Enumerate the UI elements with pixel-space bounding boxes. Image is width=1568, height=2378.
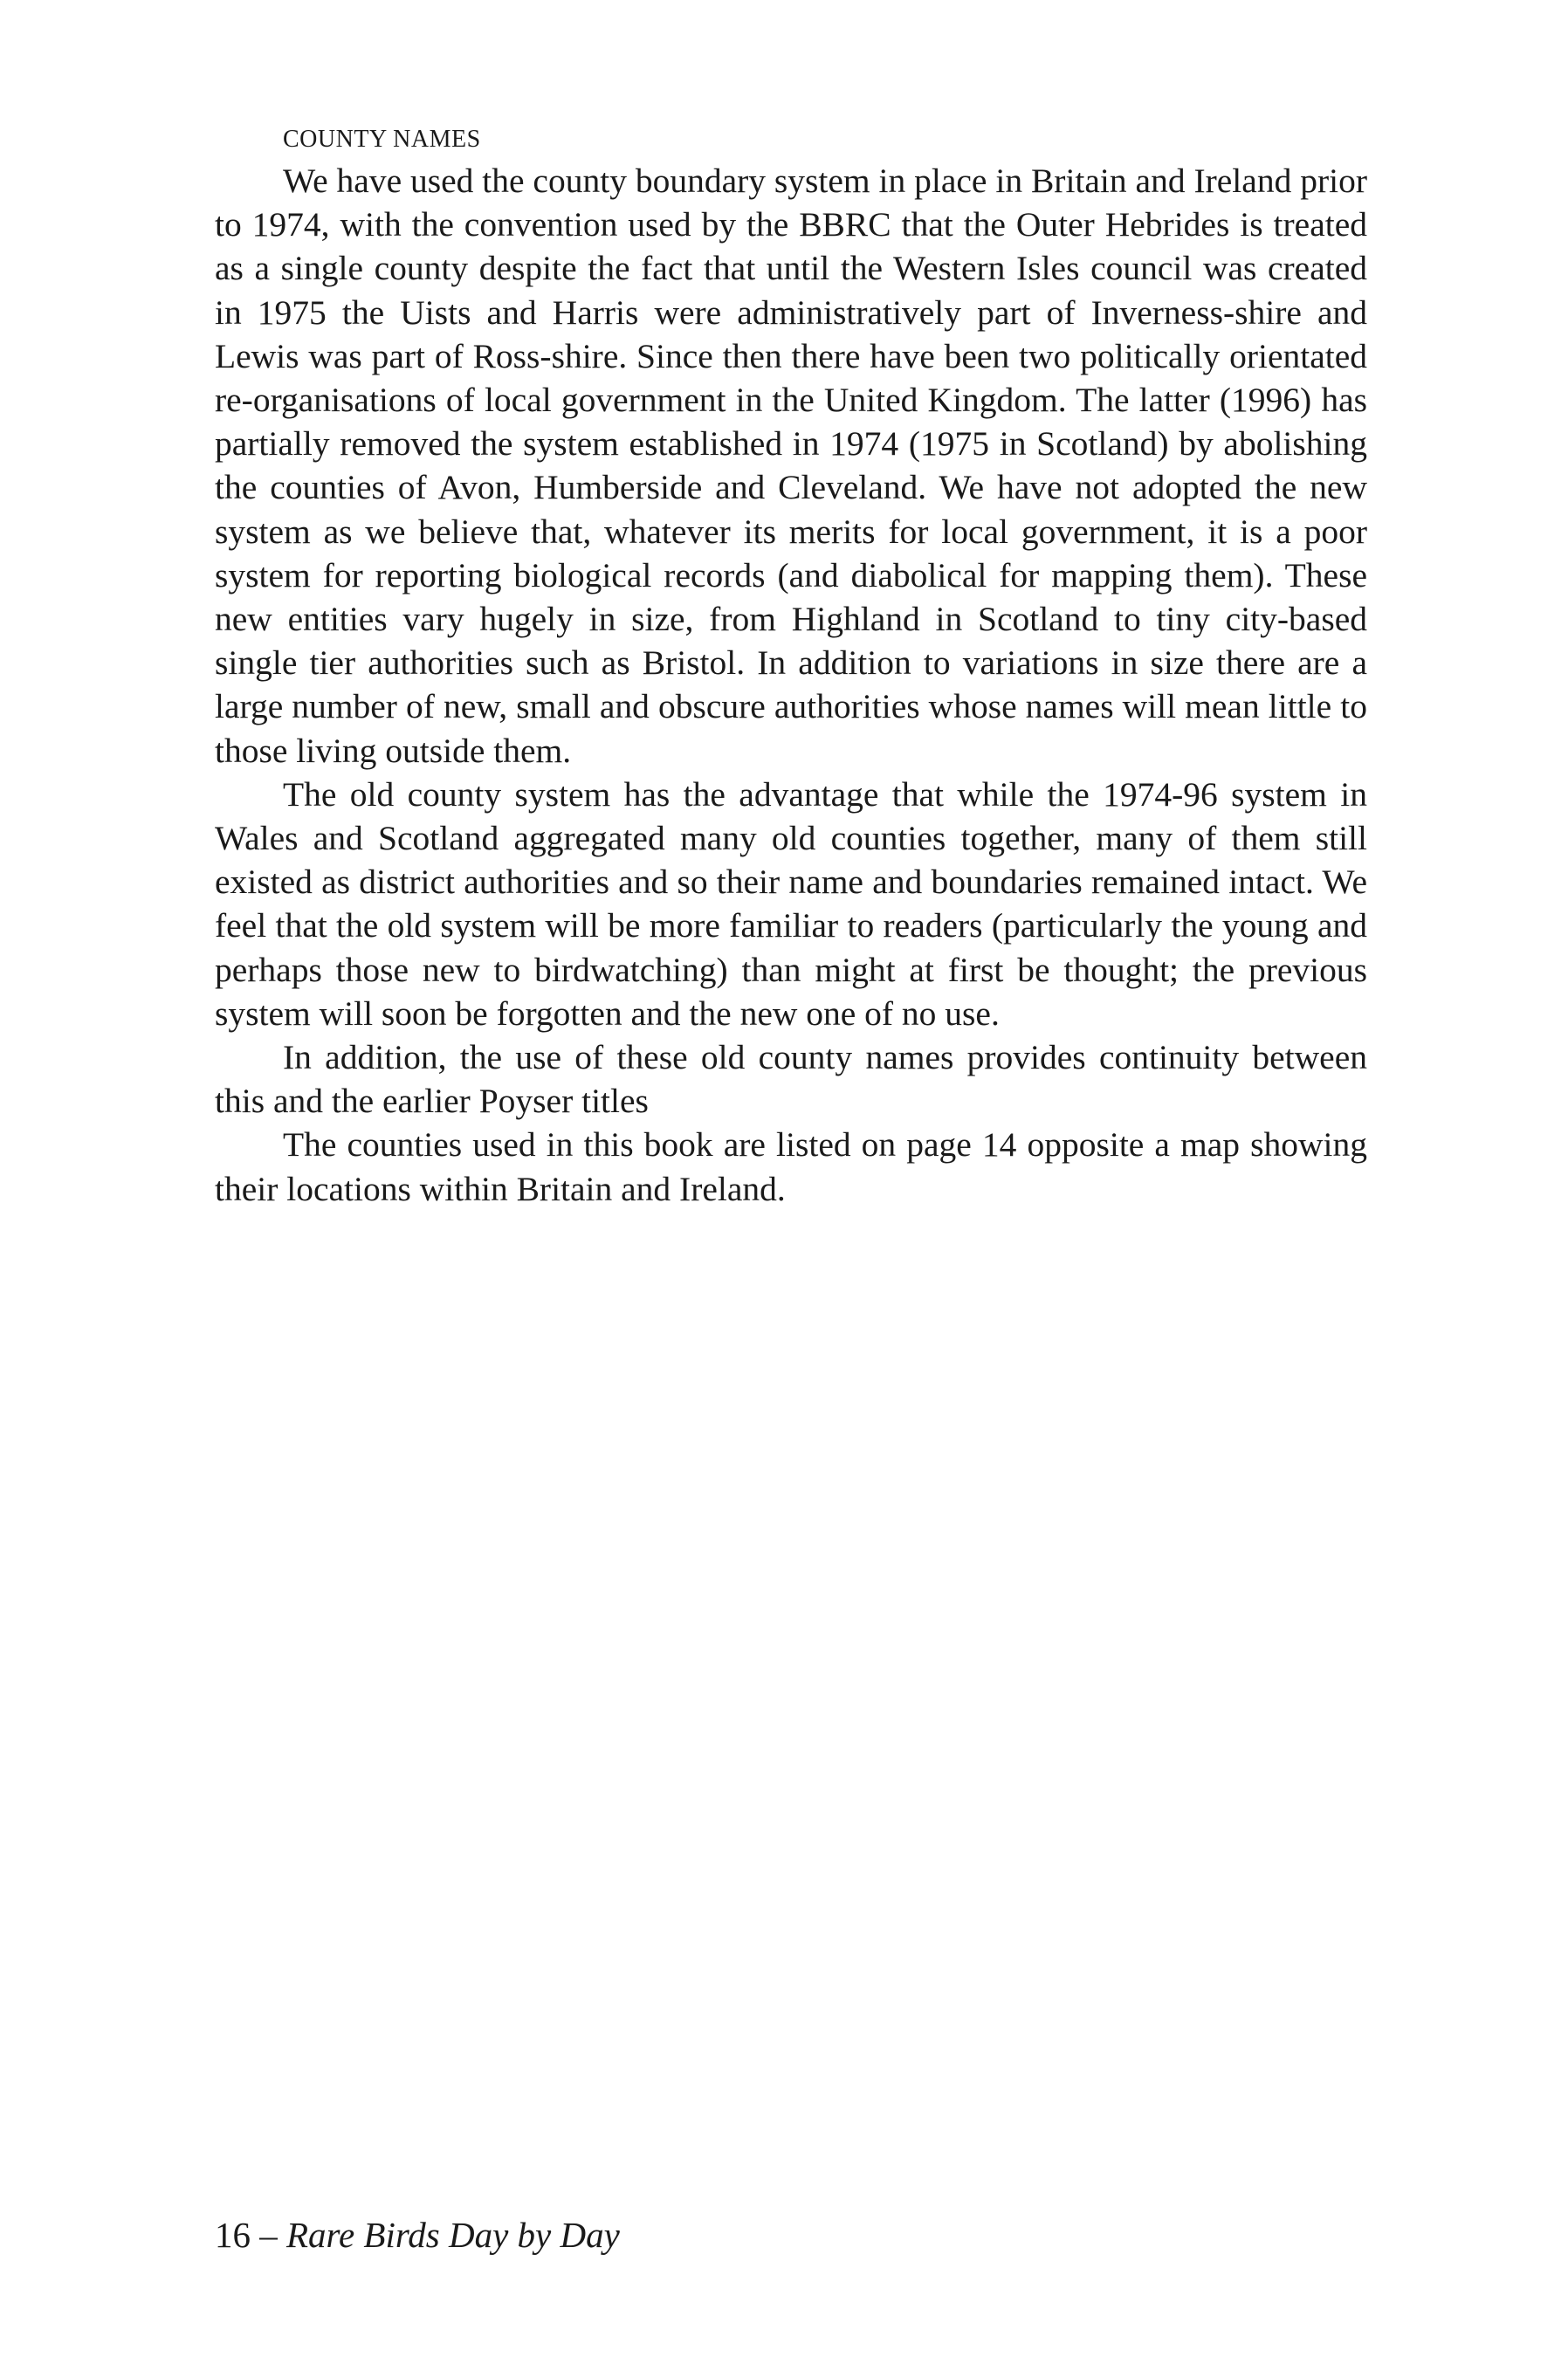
book-title: Rare Birds Day by Day: [286, 2215, 620, 2255]
page-number: 16 –: [215, 2215, 278, 2255]
page-body: [215, 122, 1367, 1211]
section-heading: COUNTY NAMES: [283, 126, 481, 153]
paragraph: The old county system has the advantage that while the 1974-96 system in Wales and Scotland aggregated many old counties together, many of them still existed as district authorities and so their name and boundaries remained intact. We feel that the old system will be more familiar to readers (particularly the young and perhaps those new to birdwatching) than might at first be thought; the previous system will soon be forgotten and the new one of no use.: [215, 774, 1367, 1033]
paragraph: We have used the county boundary system in place in Britain and Ireland prior to 1974, with the convention used by the BBRC that the Outer Hebrides is treated as a single county despite the fact that until the Western Isles council was created in 1975 the Uists and Harris were administratively part of Inverness-shire and Lewis was part of Ross-shire. Since then there have been two politically orientated re-organisations of local government in the United Kingdom. The latter (1996) has partially removed the system established in 1974 (1975 in Scotland) by abolishing the counties of Avon, Humberside and Cleveland. We have not adopted the new system as we believe that, whatever its merits for local government, it is a poor system for reporting biological records (and diabolical for mapping them). These new entities vary hugely in size, from Highland in Scotland to tiny city-based single tier authorities such as Bristol. In addition to variations in size there are a large number of new, small and obscure authorities whose names will mean little to those living outside them.: [215, 162, 1367, 770]
paragraph: The counties used in this book are listed on page 14 opposite a map showing their locations within Britain and Ireland.: [215, 1125, 1367, 1208]
paragraph: In addition, the use of these old county names provides continuity between this and the earlier Poyser titles: [215, 1038, 1367, 1121]
page-footer: [215, 2213, 620, 2257]
